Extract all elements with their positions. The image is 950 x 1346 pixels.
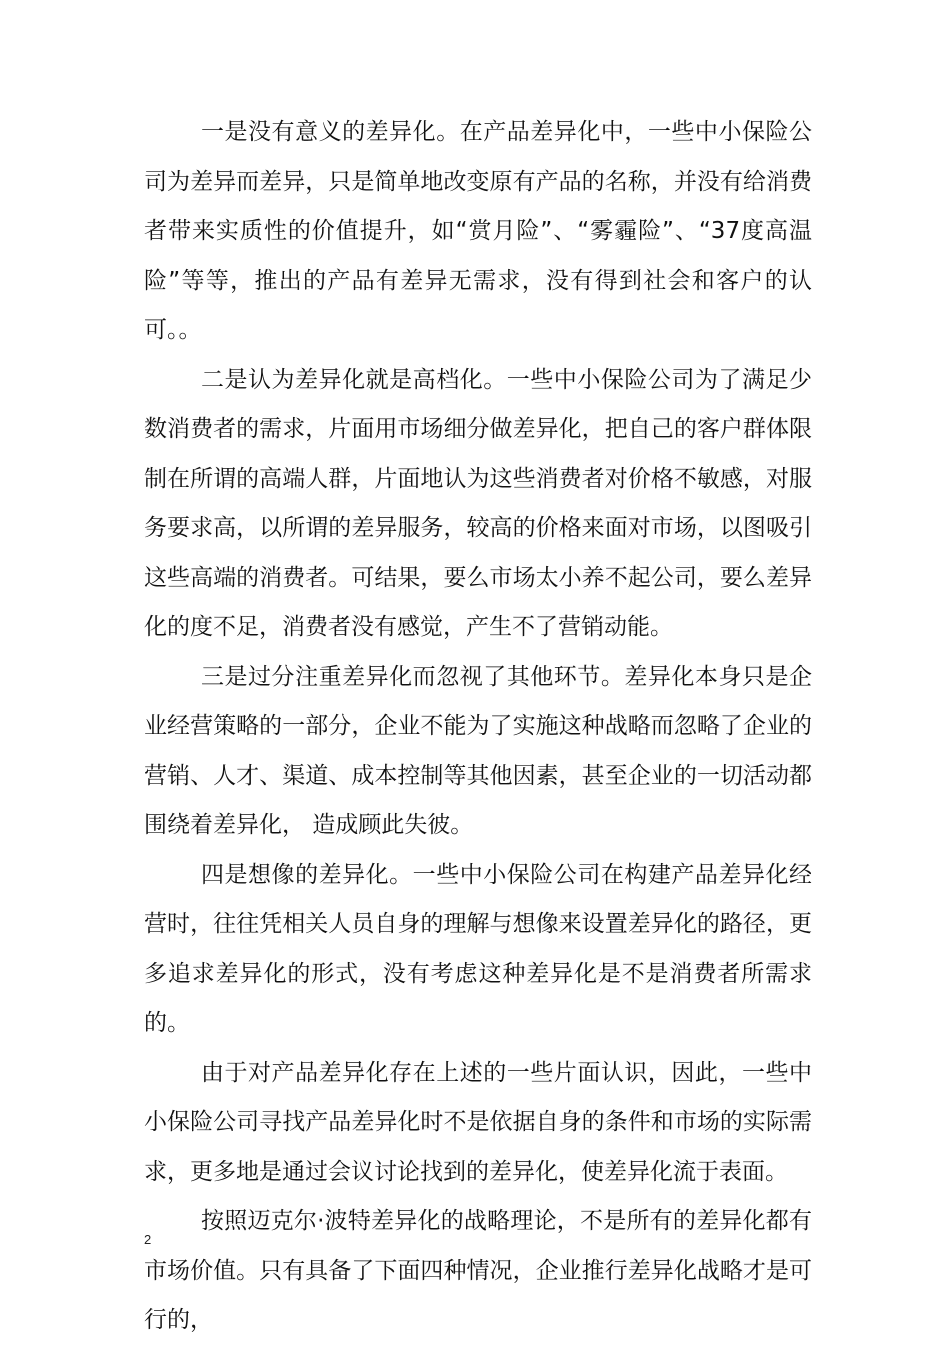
- paragraph-1: 一是没有意义的差异化。在产品差异化中，一些中小保险公司为差异而差异，只是简单地改变原有产品的名称，并没有给消费者带来实质性的价值提升，如“赏月险”、“雾霾险”、“37度高温险”等等，推出的产品有差异无需求，没有得到社会和客户的认可。。: [144, 119, 812, 343]
- paragraph-6: 按照迈克尔·波特差异化的战略理论，不是所有的差异化都有市场价值。只有具备了下面四种情况，企业推行差异化战略才是可行的，: [144, 1208, 812, 1333]
- paragraph-5: 由于对产品差异化存在上述的一些片面认识，因此，一些中小保险公司寻找产品差异化时不是依据自身的条件和市场的实际需求，更多地是通过会议讨论找到的差异化，使差异化流于表面。: [144, 1059, 812, 1185]
- paragraph-2: 二是认为差异化就是高档化。一些中小保险公司为了满足少数消费者的需求，片面用市场细分做差异化，把自己的客户群体限制在所谓的高端人群，片面地认为这些消费者对价格不敏感，对服务要求高，以所谓的差异服务，较高的价格来面对市场，以图吸引这些高端的消费者。可结果，要么市场太小养不起公司，要么差异化的度不足，消费者没有感觉，产生不了营销动能。: [144, 366, 812, 640]
- paragraph-4: 四是想像的差异化。一些中小保险公司在构建产品差异化经营时，往往凭相关人员自身的理解与想像来设置差异化的路径，更多追求差异化的形式，没有考虑这种差异化是不是消费者所需求的。: [144, 861, 812, 1036]
- body-text: [144, 108, 812, 1346]
- paragraph-3: 三是过分注重差异化而忽视了其他环节。差异化本身只是企业经营策略的一部分，企业不能为了实施这种战略而忽略了企业的营销、人才、渠道、成本控制等其他因素，甚至企业的一切活动都围绕着差异化， 造成顾此失彼。: [144, 663, 812, 838]
- page-number: 2: [144, 1232, 152, 1247]
